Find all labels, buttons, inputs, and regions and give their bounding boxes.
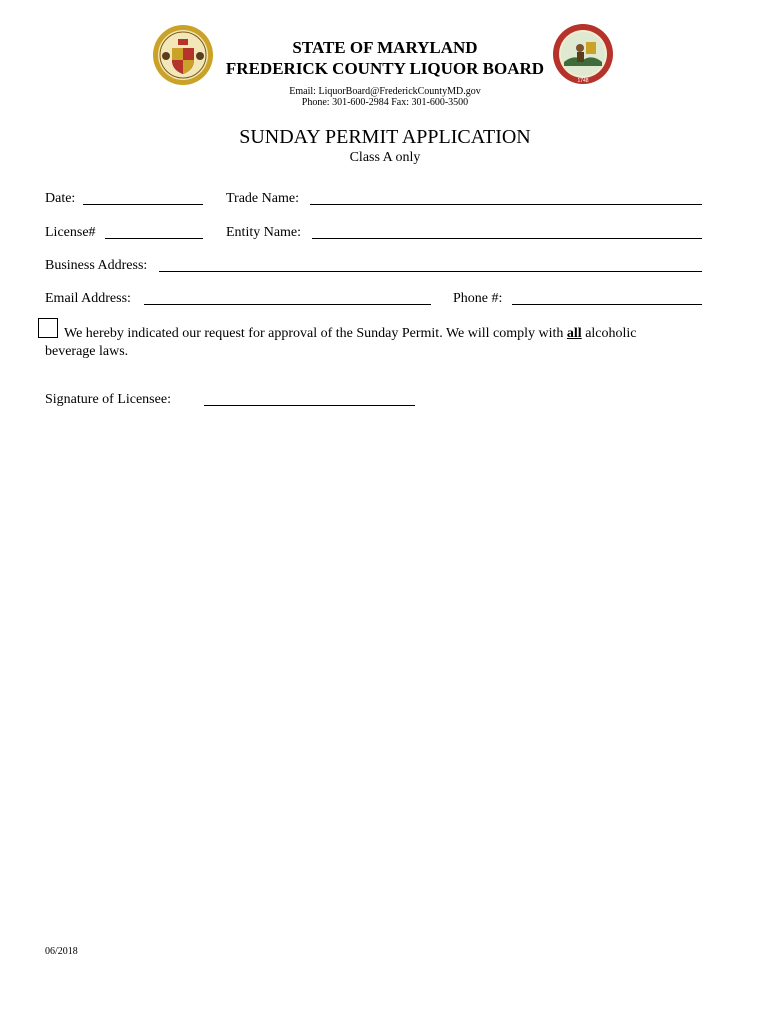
signature-field[interactable] [204,405,415,406]
agreement-text-line2: beverage laws. [45,344,129,359]
state-heading: STATE OF MARYLAND [292,38,478,57]
phone-label: Phone #: [453,291,503,306]
agreement-text-before: We hereby indicated our request for approval of the Sunday Permit. We will comply with [64,326,567,341]
agreement-text [64,325,637,342]
entity-name-label: Entity Name: [226,225,302,240]
contact-phone: Phone: 301-600-2984 Fax: 301-600-3500 [301,97,469,108]
email-address-label: Email Address: [45,291,131,306]
contact-email: Email: LiquorBoard@FrederickCountyMD.gov [289,86,481,97]
agreement-emphasis: all [566,326,582,341]
entity-name-field[interactable] [312,238,702,239]
form-title: SUNDAY PERMIT APPLICATION [239,126,531,148]
agreement-text-after: alcoholic [581,326,637,341]
business-address-field[interactable] [159,271,702,272]
board-heading: FREDERICK COUNTY LIQUOR BOARD [225,59,545,78]
form-subtitle: Class A only [349,150,421,165]
trade-name-label: Trade Name: [226,191,299,206]
license-label: License# [45,225,96,240]
signature-label: Signature of Licensee: [45,392,171,407]
seal-year: 1748 [577,78,589,84]
trade-name-field[interactable] [310,204,702,205]
revision-date: 06/2018 [45,946,78,957]
agreement-checkbox[interactable] [38,318,58,338]
license-field[interactable] [105,238,203,239]
date-field[interactable] [83,204,203,205]
business-address-label: Business Address: [45,258,148,273]
phone-field[interactable] [512,304,702,305]
date-label: Date: [45,191,76,206]
email-address-field[interactable] [144,304,431,305]
